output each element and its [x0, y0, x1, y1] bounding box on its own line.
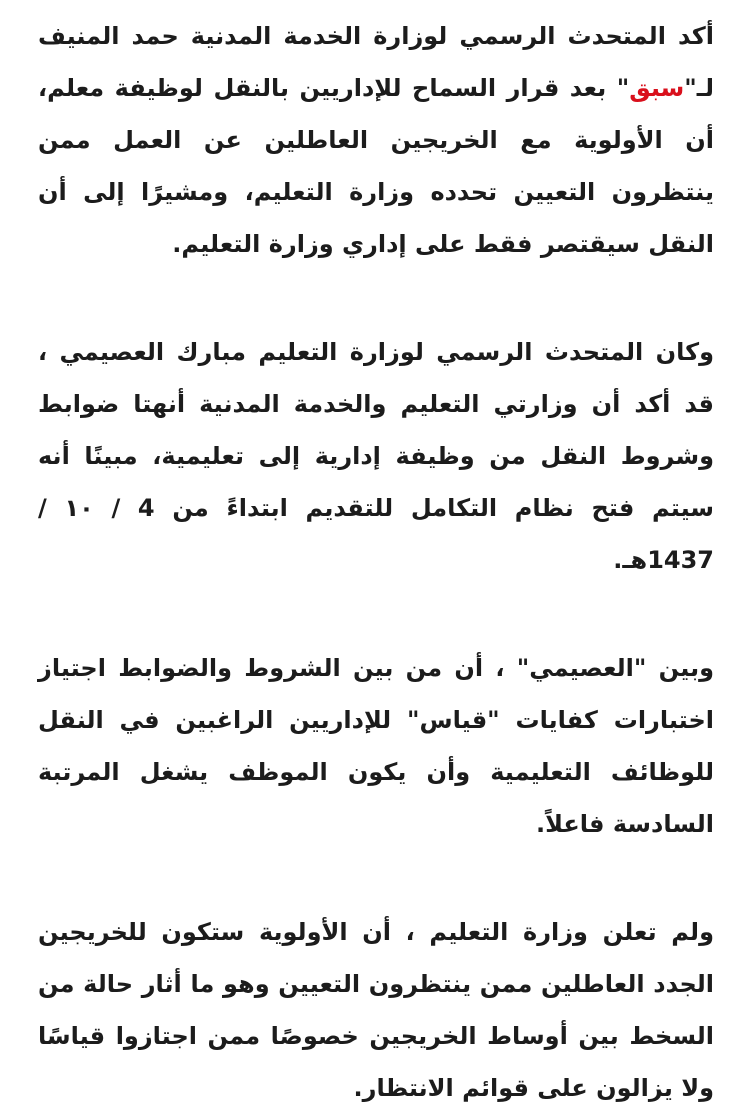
paragraph-2: وكان المتحدث الرسمي لوزارة التعليم مبارك العصيمي ، قد أكد أن وزارتي التعليم والخدمة المدنية أنهتا ضوابط وشروط النقل من وظيفة إدارية إلى تعليمية، مبينًا أنه سيتم فتح نظام التكامل للتقديم ابتداءً من 4 / ١٠ / 1437هـ.	[38, 338, 715, 574]
paragraph-4: ولم تعلن وزارة التعليم ، أن الأولوية ستكون للخريجين الجدد العاطلين ممن ينتظرون التعيين وهو ما أثار حالة من السخط بين أوساط الخريجين خصوصًا ممن اجتازوا قياسًا ولا يزالون على قوائم الانتظار.	[38, 918, 714, 1102]
paragraph-1-lead: أكد المتحدث الرسمي لوزارة الخدمة المدنية حمد المنيف لـ"	[38, 22, 714, 102]
paragraph-1	[38, 10, 714, 270]
paragraph-1-rest: " بعد قرار السماح للإداريين بالنقل لوظيفة معلم، أن الأولوية مع الخريجين العاطلين عن العمل ممن ينتظرون التعيين تحدده وزارة التعليم، ومشيرًا إلى أن النقل سيقتصر فقط على إداري وزارة التعليم.	[38, 74, 714, 258]
paragraph-3: وبين "العصيمي" ، أن من بين الشروط والضوابط اجتياز اختبارات كفايات "قياس" للإداريين الراغبين في النقل للوظائف التعليمية وأن يكون الموظف يشغل المرتبة السادسة فاعلاً.	[38, 654, 714, 838]
source-link-sabq[interactable]: سبق	[629, 74, 685, 102]
